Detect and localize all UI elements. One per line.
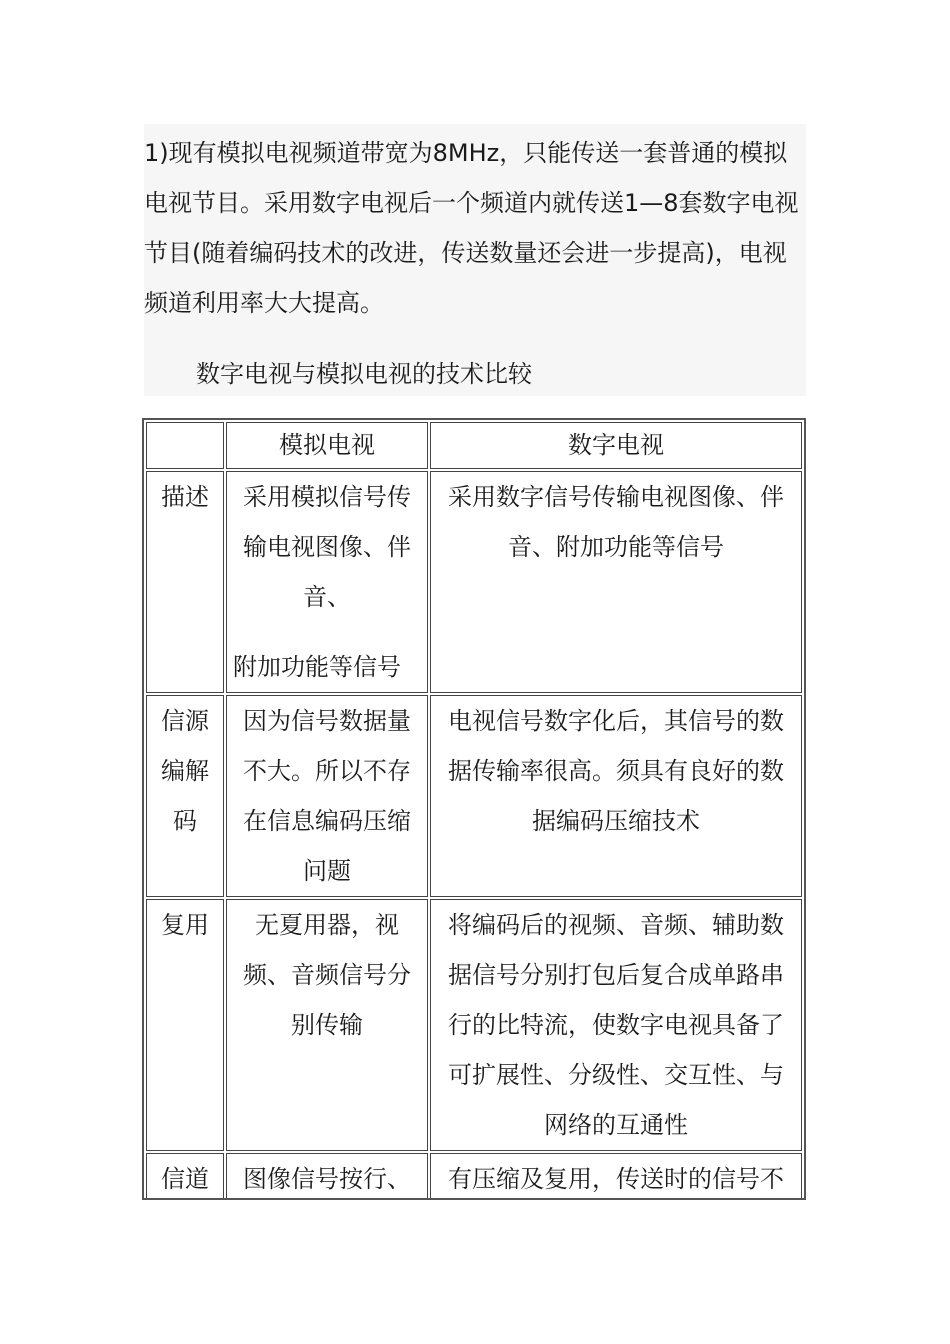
analog-text-continued: 附加功能等信号 xyxy=(233,653,401,681)
header-analog: 模拟电视 xyxy=(226,422,428,469)
comparison-table xyxy=(142,418,806,1200)
table-row xyxy=(146,899,802,1151)
row-label: 信源编解码 xyxy=(146,695,224,897)
digital-cell: 电视信号数字化后，其信号的数据传输率很高。须具有良好的数据编码压缩技术 xyxy=(430,695,802,897)
table-row xyxy=(146,471,802,693)
table-header-row xyxy=(146,422,802,469)
header-empty xyxy=(146,422,224,469)
table-caption: 数字电视与模拟电视的技术比较 xyxy=(196,360,532,388)
row-label: 信道 xyxy=(146,1153,224,1200)
analog-cell xyxy=(226,471,428,693)
digital-cell: 采用数字信号传输电视图像、伴音、附加功能等信号 xyxy=(430,471,802,693)
table-row xyxy=(146,1153,802,1200)
analog-cell: 图像信号按行、 xyxy=(226,1153,428,1200)
row-label: 描述 xyxy=(146,471,224,693)
intro-paragraph: 1)现有模拟电视频道带宽为8MHz，只能传送一套普通的模拟电视节目。采用数字电视后一个频道内就传送1—8套数字电视节目(随着编码技术的改进，传送数量还会进一步提高)，电视频道利用率大大提高。 xyxy=(144,139,799,317)
digital-cell: 将编码后的视频、音频、辅助数据信号分别打包后复合成单路串行的比特流，使数字电视具备了可扩展性、分级性、交互性、与网络的互通性 xyxy=(430,899,802,1151)
header-digital: 数字电视 xyxy=(430,422,802,469)
table-row xyxy=(146,695,802,897)
analog-cell: 因为信号数据量不大。所以不存在信息编码压缩问题 xyxy=(226,695,428,897)
analog-text: 采用模拟信号传输电视图像、伴音、 xyxy=(243,483,411,611)
analog-cell: 无夏用器，视频、音频信号分别传输 xyxy=(226,899,428,1151)
row-label: 复用 xyxy=(146,899,224,1151)
digital-cell: 有压缩及复用，传送时的信号不 xyxy=(430,1153,802,1200)
